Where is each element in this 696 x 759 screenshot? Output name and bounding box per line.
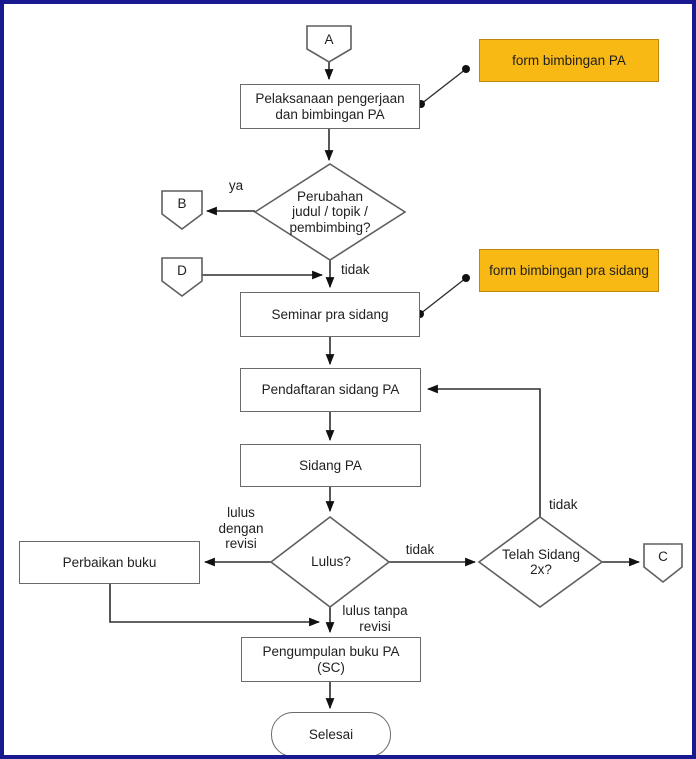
edge-label-lulus-dengan-revisi: lulus dengan revisi xyxy=(218,505,264,551)
process-seminar-pra-sidang: Seminar pra sidang xyxy=(240,292,420,337)
offpage-connector-d-label: D xyxy=(177,263,187,279)
annotation-dot xyxy=(462,274,470,282)
edge-perbaikan-loop xyxy=(110,584,319,622)
annotation-line-bimbingan-pa xyxy=(421,69,466,104)
edge-label-tidak-telah-sidang: tidak xyxy=(549,497,578,512)
decision-perubahan-label: Perubahan judul / topik / pembimbing? xyxy=(289,188,371,235)
edge-label-lulus-tanpa-revisi: lulus tanpa revisi xyxy=(342,603,408,634)
process-sidang-pa: Sidang PA xyxy=(240,444,421,487)
annotation-line-pra-sidang xyxy=(420,278,466,314)
annotation-connectors xyxy=(416,65,470,318)
edge-telahsidang-to-pendaftaran xyxy=(428,389,540,517)
process-perbaikan-buku: Perbaikan buku xyxy=(19,541,200,584)
offpage-connector-a-label: A xyxy=(324,32,334,48)
edge-label-ya: ya xyxy=(228,178,244,193)
process-pendaftaran-sidang-pa: Pendaftaran sidang PA xyxy=(240,368,421,412)
offpage-connector-b-label: B xyxy=(177,196,187,212)
edge-label-tidak-perubahan: tidak xyxy=(341,262,370,277)
annotation-form-bimbingan-pa: form bimbingan PA xyxy=(479,39,659,82)
offpage-connector-c-label: C xyxy=(658,549,668,565)
terminator-selesai: Selesai xyxy=(271,712,391,757)
decision-telah-sidang-label: Telah Sidang 2x? xyxy=(501,546,581,577)
process-pelaksanaan: Pelaksanaan pengerjaan dan bimbingan PA xyxy=(240,84,420,129)
decision-lulus-label: Lulus? xyxy=(311,554,351,570)
process-pengumpulan-buku: Pengumpulan buku PA (SC) xyxy=(241,637,421,682)
annotation-form-bimbingan-pra-sidang: form bimbingan pra sidang xyxy=(479,249,659,292)
annotation-dot xyxy=(462,65,470,73)
edge-label-tidak-lulus: tidak xyxy=(405,542,435,557)
